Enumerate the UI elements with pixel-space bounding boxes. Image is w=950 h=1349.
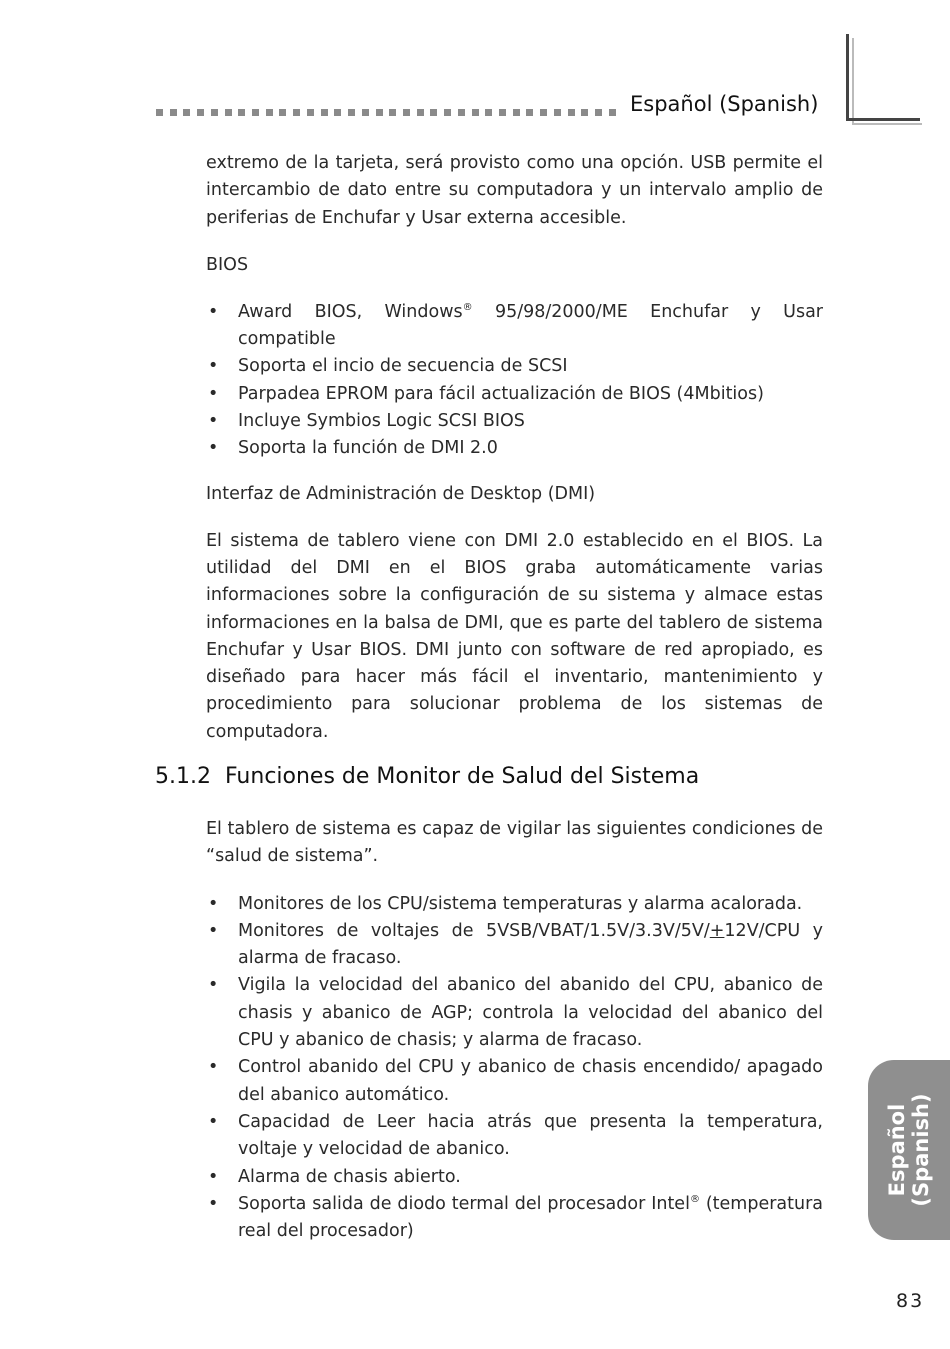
dot-leader-square	[554, 109, 561, 116]
side-tab-line-2: (Spanish)	[909, 1093, 933, 1207]
language-side-tab-label	[885, 1093, 933, 1206]
dot-leader-square	[197, 109, 204, 116]
dot-leader-square	[211, 109, 218, 116]
dot-leader-square	[321, 109, 328, 116]
list-item-text: Incluye Symbios Logic SCSI BIOS	[238, 411, 525, 432]
dot-leader-square	[568, 109, 575, 116]
dot-leader-square	[307, 109, 314, 116]
list-item	[206, 435, 823, 462]
dot-leader-square	[293, 109, 300, 116]
dot-leader-square	[334, 109, 341, 116]
dot-leader-square	[156, 109, 163, 116]
bullet-icon: •	[208, 1166, 219, 1187]
dot-leader-square	[485, 109, 492, 116]
bullet-icon: •	[208, 1057, 219, 1078]
dot-leader-square	[417, 109, 424, 116]
list-item-text: Award BIOS, Windows	[238, 301, 463, 322]
bullet-icon: •	[208, 1193, 219, 1214]
list-item	[206, 1191, 823, 1246]
list-item	[206, 1164, 823, 1191]
dot-leader-square	[266, 109, 273, 116]
bullet-icon: •	[208, 438, 219, 459]
list-item-text: Soporta la función de DMI 2.0	[238, 438, 498, 459]
dot-leader-square	[389, 109, 396, 116]
bullet-icon: •	[208, 356, 219, 377]
section-title	[155, 764, 699, 789]
bullet-icon: •	[208, 893, 219, 914]
list-item	[206, 1054, 823, 1109]
plus-minus-sign: +	[709, 920, 725, 941]
list-item-text: Control abanido del CPU y abanico de chasis encendido/ apagado del abanico automático.	[238, 1057, 823, 1105]
list-item	[206, 891, 823, 918]
dot-leader-square	[225, 109, 232, 116]
dot-leader-square	[170, 109, 177, 116]
bullet-icon: •	[208, 920, 219, 941]
dot-leader-square	[279, 109, 286, 116]
list-item-text: (temperatura real del procesador)	[238, 1193, 824, 1242]
page-content	[206, 150, 823, 746]
dot-leader-square	[472, 109, 479, 116]
list-item-text: 95/98/2000/ME Enchufar y Usar compatible	[238, 301, 823, 350]
list-item-text: Monitores de voltajes de 5VSB/VBAT/1.5V/3.3V/5V/	[238, 920, 710, 941]
list-item	[206, 1109, 823, 1164]
list-item-text: Vigila la velocidad del abanico del abanido del CPU, abanico de chasis y abanico de AGP; controla la velocidad del abanico del CPU y abanico de chasis; y alarma de fracaso.	[238, 975, 823, 1051]
list-item-text: 12V/CPU y alarma de fracaso.	[238, 920, 824, 969]
list-item	[206, 408, 823, 435]
header-title: Español (Spanish)	[630, 92, 819, 116]
bullet-icon: •	[208, 301, 219, 322]
list-item-text: Soporta salida de diodo termal del procesador Intel	[238, 1193, 690, 1214]
dot-leader-square	[526, 109, 533, 116]
dot-leader-square	[540, 109, 547, 116]
dot-leader-square	[362, 109, 369, 116]
registered-mark: ®	[689, 1194, 700, 1206]
section-content	[206, 816, 823, 1245]
bios-feature-list	[206, 299, 823, 463]
dmi-heading: Interfaz de Administración de Desktop (DMI)	[206, 483, 596, 504]
list-item	[206, 972, 823, 1054]
page-number: 83	[896, 1290, 925, 1312]
registered-mark: ®	[462, 302, 473, 314]
dot-leader-square	[458, 109, 465, 116]
bullet-icon: •	[208, 383, 219, 404]
bullet-icon: •	[208, 975, 219, 996]
section-title-text: Funciones de Monitor de Salud del Sistema	[224, 764, 700, 789]
dot-leader-square	[609, 109, 616, 116]
section-paragraph: El tablero de sistema es capaz de vigilar las siguientes condiciones de “salud de sistema”.	[206, 819, 823, 867]
bullet-icon: •	[208, 411, 219, 432]
corner-line-vertical	[846, 34, 849, 120]
list-item-text: Capacidad de Leer hacia atrás que presenta la temperatura, voltaje y velocidad de abanico.	[238, 1111, 823, 1160]
dot-leader-square	[348, 109, 355, 116]
dot-leader-square	[183, 109, 190, 116]
corner-line-horizontal	[846, 118, 920, 121]
section-number: 5.1.2	[155, 764, 211, 789]
list-item	[206, 353, 823, 380]
dot-leader-square	[238, 109, 245, 116]
corner-line-horizontal-shadow	[852, 123, 922, 125]
list-item-text: Alarma de chasis abierto.	[238, 1166, 461, 1187]
dot-leader-square	[513, 109, 520, 116]
dot-leader-square	[581, 109, 588, 116]
list-item	[206, 299, 823, 354]
side-tab-line-1: Español	[885, 1103, 909, 1197]
dot-leader-square	[252, 109, 259, 116]
dot-leader-square	[595, 109, 602, 116]
list-item	[206, 381, 823, 408]
list-item	[206, 918, 823, 973]
dot-leader-square	[430, 109, 437, 116]
list-item-text: Soporta el incio de secuencia de SCSI	[238, 356, 568, 377]
list-item-text: Monitores de los CPU/sistema temperaturas y alarma acalorada.	[238, 893, 803, 914]
header-dot-leader	[156, 109, 616, 118]
dot-leader-square	[376, 109, 383, 116]
bullet-icon: •	[208, 1111, 219, 1132]
bios-heading: BIOS	[206, 254, 249, 275]
health-monitor-list	[206, 891, 823, 1246]
dmi-paragraph: El sistema de tablero viene con DMI 2.0 establecido en el BIOS. La utilidad del DMI en el BIOS graba automáticamente varias informaciones sobre la configuración de su sistema y almace estas informaciones en la balsa de DMI, que es parte del tablero de sistema Enchufar y Usar BIOS. DMI junto con software de red apropiado, es diseñado para hacer más fácil el inventario, mantenimiento y procedimiento para solucionar problema de los sistemas de computadora.	[206, 530, 823, 742]
dot-leader-square	[403, 109, 410, 116]
corner-line-vertical-shadow	[852, 38, 854, 124]
dot-leader-square	[499, 109, 506, 116]
list-item-text: Parpadea EPROM para fácil actualización de BIOS (4Mbitios)	[238, 383, 764, 404]
intro-paragraph: extremo de la tarjeta, será provisto como una opción. USB permite el intercambio de dato entre su computadora y un intervalo amplio de periferias de Enchufar y Usar externa accesible.	[206, 153, 823, 228]
dot-leader-square	[444, 109, 451, 116]
